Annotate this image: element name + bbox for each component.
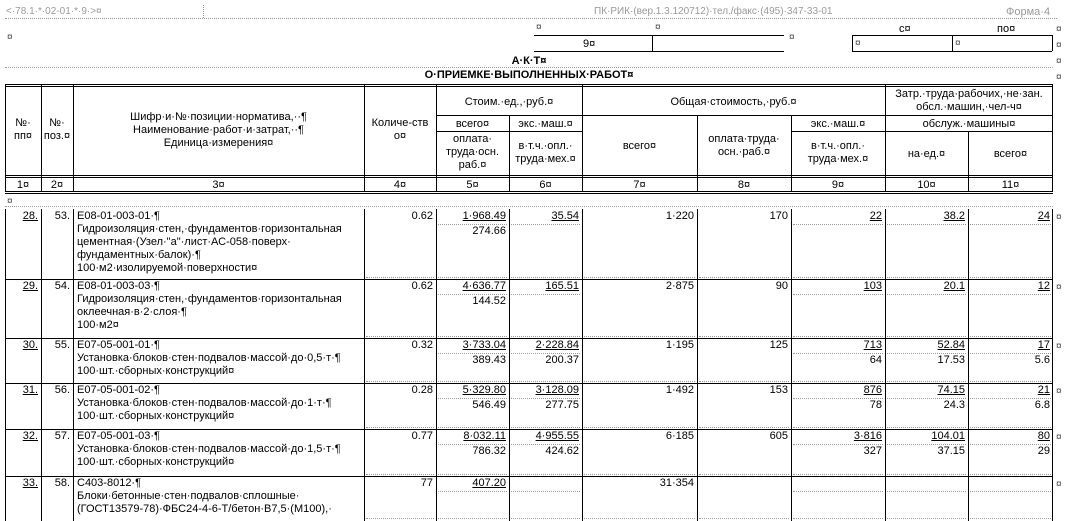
cell-divider bbox=[511, 398, 580, 399]
work-description: Установка·блоков·стен·подвалов·массой·до·1,5·т·¶ bbox=[77, 443, 341, 455]
column-line bbox=[73, 209, 74, 280]
col-header-c9-bot: в·т.ч.·опл.· труда·мех.¤ bbox=[807, 140, 869, 165]
column-line bbox=[1052, 209, 1053, 280]
norm-code: Е07-05-001-01·¶ bbox=[77, 339, 160, 351]
unit-cost-machine: 165.51 bbox=[545, 280, 579, 292]
top-divider bbox=[5, 18, 1057, 19]
unit-cost-total: 5·329.80 bbox=[462, 384, 506, 396]
position-number: 56. bbox=[54, 384, 70, 396]
col-header-c9-top: экс.·маш.¤ bbox=[810, 118, 866, 130]
row-number: 30. bbox=[22, 339, 38, 351]
row-number: 32. bbox=[22, 430, 38, 442]
date-to-label: по¤ bbox=[997, 23, 1016, 35]
position-number: 54. bbox=[54, 280, 70, 292]
cell-divider bbox=[511, 353, 580, 354]
col-header-unit-cost: Стоим.·ед.,·руб.¤ bbox=[464, 96, 554, 108]
col-header-c6-top: экс.·маш.¤ bbox=[518, 118, 573, 130]
col-number: 8¤ bbox=[737, 179, 751, 191]
unit-cost-labor: 389.43 bbox=[472, 354, 506, 366]
column-line bbox=[73, 338, 74, 384]
cell-divider bbox=[793, 444, 883, 445]
cell-divider bbox=[887, 294, 966, 295]
service-total: 6.8 bbox=[1034, 399, 1050, 411]
work-description: Блоки·бетонные·стен·подвалов·сплошные· bbox=[77, 490, 300, 502]
cell-divider bbox=[970, 427, 1051, 428]
program-info: ПК·РИК·(вер.1.3.120712)·тел./факс·(495)·347-33-01 bbox=[594, 6, 833, 17]
col-header-total-cost: Общая·стоимость,·руб.¤ bbox=[670, 96, 797, 108]
cell-divider bbox=[970, 474, 1051, 475]
row-end-mark: ¤ bbox=[1056, 341, 1062, 352]
col-header-service: обслуж.·машины¤ bbox=[922, 118, 1016, 130]
unit-cost-labor: 786.32 bbox=[472, 445, 506, 457]
row-number: 29. bbox=[22, 280, 38, 292]
act-title: А·К·Т¤ bbox=[511, 55, 547, 67]
column-line bbox=[73, 279, 74, 339]
cell-divider bbox=[793, 381, 883, 382]
cell-divider bbox=[887, 381, 966, 382]
col-number: 7¤ bbox=[633, 179, 646, 191]
unit-cost-labor: 546.49 bbox=[472, 399, 506, 411]
col-number: 5¤ bbox=[466, 179, 479, 191]
column-line bbox=[1052, 429, 1053, 477]
cell-divider bbox=[438, 353, 507, 354]
work-description: 100·м2·изолируемой·поверхности¤ bbox=[77, 262, 258, 274]
col-header-name: Шифр·и·№·позиции·норматива,··¶ Наименование·работ·и·затрат,··¶ Единица·измерения¤ bbox=[130, 111, 307, 149]
unit-cost-machine: 2·228.84 bbox=[535, 339, 579, 351]
cell-divider bbox=[970, 353, 1051, 354]
cell-divider bbox=[887, 224, 966, 225]
col-header-c8: оплата·труда· осн.·раб.¤ bbox=[708, 133, 780, 158]
column-line bbox=[509, 476, 510, 521]
unit-cost-machine: 4·955.55 bbox=[535, 430, 579, 442]
total-labor-cost: 90 bbox=[775, 280, 788, 292]
cell-divider bbox=[584, 474, 695, 475]
act-subtitle: О·ПРИЕМКЕ·ВЫПОЛНЕННЫХ·РАБОТ¤ bbox=[424, 69, 634, 81]
cell-divider bbox=[970, 224, 1051, 225]
row-separator bbox=[5, 476, 1053, 477]
cell-divider bbox=[970, 444, 1051, 445]
cell-divider bbox=[438, 398, 507, 399]
total-cost: 31·354 bbox=[659, 477, 694, 489]
labor-total: 12 bbox=[1037, 280, 1050, 292]
cell-divider bbox=[438, 444, 507, 445]
unit-cost-labor: 274.66 bbox=[472, 225, 506, 237]
unit-cost-machine-labor: 200.37 bbox=[545, 354, 579, 366]
norm-code: С403-8012·¶ bbox=[77, 477, 142, 489]
total-machine-labor: 64 bbox=[869, 354, 882, 366]
quantity: 77 bbox=[420, 477, 433, 489]
cell-divider bbox=[511, 336, 580, 337]
norm-code: Е08-01-003-03·¶ bbox=[77, 280, 160, 292]
unit-cost-machine: 3·128.09 bbox=[535, 384, 579, 396]
table-top-border bbox=[5, 84, 1053, 85]
col-header-poz: №· поз.¤ bbox=[43, 117, 71, 142]
column-line bbox=[791, 476, 792, 521]
cell-divider bbox=[793, 427, 883, 428]
total-machine-cost: 22 bbox=[869, 210, 882, 222]
cell-divider bbox=[699, 277, 789, 278]
norm-code: Е07-05-001-03·¶ bbox=[77, 430, 160, 442]
row-end-mark: ¤ bbox=[1056, 432, 1062, 443]
cell-divider bbox=[438, 381, 507, 382]
position-number: 55. bbox=[54, 339, 70, 351]
work-description: Установка·блоков·стен·подвалов·массой·до·1·т·¶ bbox=[77, 397, 332, 409]
col-header-c7: всего¤ bbox=[622, 140, 657, 152]
work-description: оклеечная·в·2·слоя·¶ bbox=[77, 306, 187, 318]
cell-divider bbox=[438, 474, 507, 475]
cell-divider bbox=[793, 491, 883, 492]
column-line bbox=[73, 476, 74, 521]
unit-cost-machine: 35.54 bbox=[551, 210, 579, 222]
cell-divider bbox=[438, 224, 507, 225]
work-description: цементная·(Узел·"а"·лист·АС-058·поверх· bbox=[77, 236, 291, 248]
cell-divider bbox=[699, 336, 789, 337]
cell-divider bbox=[793, 398, 883, 399]
col-header-labor: Затр.·труда·рабочих,·не·зан. обсл.·машин,·чел-ч¤ bbox=[895, 88, 1043, 113]
col-number: 1¤ bbox=[16, 179, 30, 191]
cell-divider bbox=[887, 353, 966, 354]
column-line bbox=[697, 476, 698, 521]
norm-code: Е07-05-001-02·¶ bbox=[77, 384, 160, 396]
total-machine-labor: 78 bbox=[869, 399, 882, 411]
row-end-mark: ¤ bbox=[1056, 479, 1062, 490]
cell-divider bbox=[887, 336, 966, 337]
row-end-mark: ¤ bbox=[1056, 212, 1062, 223]
norm-code: Е08-01-003-01·¶ bbox=[77, 210, 160, 222]
cell-divider bbox=[366, 474, 434, 475]
labor-total: 80 bbox=[1037, 430, 1050, 442]
col-header-c5-top: всего¤ bbox=[455, 118, 490, 130]
work-description: Гидроизоляция·стен,·фундаментов·горизонтальная bbox=[77, 293, 342, 305]
cell-divider bbox=[511, 444, 580, 445]
cell-divider bbox=[438, 491, 507, 492]
labor-total: 17 bbox=[1037, 339, 1050, 351]
form-label: Форма·4 bbox=[1006, 6, 1051, 18]
cell-divider bbox=[438, 294, 507, 295]
col-number: 11¤ bbox=[1001, 179, 1020, 191]
cell-divider bbox=[793, 224, 883, 225]
total-machine-labor: 327 bbox=[863, 445, 882, 457]
row-number: 31. bbox=[22, 384, 38, 396]
column-line bbox=[1052, 338, 1053, 384]
form-box-line bbox=[534, 35, 784, 36]
cell-divider bbox=[887, 427, 966, 428]
unit-cost-total: 4·636.77 bbox=[462, 280, 506, 292]
cell-divider bbox=[793, 336, 883, 337]
cell-divider bbox=[366, 381, 434, 382]
date-from-label: с¤ bbox=[899, 23, 911, 35]
total-cost: 1·220 bbox=[665, 210, 694, 222]
cell-divider bbox=[511, 518, 580, 519]
cell-divider bbox=[438, 336, 507, 337]
col-header-c6-bot: в·т.ч.·опл.· труда·мех.¤ bbox=[515, 140, 576, 165]
cell-divider bbox=[511, 427, 580, 428]
cell-divider bbox=[699, 381, 789, 382]
cell-divider bbox=[511, 474, 580, 475]
labor-per-unit: 20.1 bbox=[943, 280, 965, 292]
position-number: 57. bbox=[54, 430, 70, 442]
work-description: 100·шт.·сборных·конструкций¤ bbox=[77, 365, 235, 377]
work-description: Установка·блоков·стен·подвалов·массой·до·0,5·т·¶ bbox=[77, 352, 341, 364]
cell-divider bbox=[699, 518, 789, 519]
cell-divider bbox=[887, 398, 966, 399]
column-line bbox=[73, 429, 74, 477]
cell-divider bbox=[970, 381, 1051, 382]
column-line bbox=[73, 383, 74, 430]
col-header-c5-bot: оплата· труда·осн. раб.¤ bbox=[445, 133, 500, 171]
cell-divider bbox=[438, 518, 507, 519]
cell-divider bbox=[366, 277, 434, 278]
work-description: (ГОСТ13579-78)·ФБС24-4-6-Т/бетон·В7,5·(М100),· bbox=[77, 503, 332, 515]
unit-cost-total: 3·733.04 bbox=[462, 339, 506, 351]
work-description: 100·шт.·сборных·конструкций¤ bbox=[77, 456, 235, 468]
col-number: 4¤ bbox=[393, 179, 407, 191]
cell-divider bbox=[970, 518, 1051, 519]
total-machine-cost: 103 bbox=[863, 280, 882, 292]
total-cost: 1·195 bbox=[665, 339, 694, 351]
row-end-mark: ¤ bbox=[1056, 282, 1062, 293]
work-description: фундаментных·балок)·¶ bbox=[77, 249, 201, 261]
position-number: 53. bbox=[54, 210, 70, 222]
labor-per-unit: 74.15 bbox=[937, 384, 965, 396]
total-machine-cost: 3·816 bbox=[853, 430, 882, 442]
col-header-c11: всего¤ bbox=[993, 148, 1028, 160]
service-total: 29 bbox=[1037, 445, 1050, 457]
row-end-mark: ¤ bbox=[1056, 386, 1062, 397]
cell-divider bbox=[699, 474, 789, 475]
labor-per-unit: 104.01 bbox=[931, 430, 965, 442]
cell-divider bbox=[584, 336, 695, 337]
cell-divider bbox=[366, 427, 434, 428]
unit-cost-labor: 144.52 bbox=[472, 295, 506, 307]
col-header-qty: Количе-ств о¤ bbox=[371, 117, 429, 142]
cell-divider bbox=[887, 491, 966, 492]
total-labor-cost: 170 bbox=[769, 210, 788, 222]
cell-divider bbox=[970, 277, 1051, 278]
cell-divider bbox=[584, 427, 695, 428]
column-line bbox=[1052, 383, 1053, 430]
unit-cost-machine-labor: 277.75 bbox=[545, 399, 579, 411]
unit-cost-total: 1·968.49 bbox=[462, 210, 506, 222]
column-line bbox=[1052, 476, 1053, 521]
total-labor-cost: 153 bbox=[769, 384, 788, 396]
document-code: <·78.1·*·02-01·*·9·>¤ bbox=[6, 6, 102, 17]
service-per-unit: 24.3 bbox=[943, 399, 965, 411]
work-description: 100·шт.·сборных·конструкций¤ bbox=[77, 410, 235, 422]
col-number: 10¤ bbox=[917, 179, 936, 191]
service-total: 5.6 bbox=[1034, 354, 1050, 366]
total-machine-cost: 713 bbox=[863, 339, 882, 351]
column-line bbox=[968, 476, 969, 521]
unit-cost-machine-labor: 424.62 bbox=[545, 445, 579, 457]
cell-divider bbox=[793, 353, 883, 354]
service-per-unit: 17.53 bbox=[937, 354, 965, 366]
top-divider-v bbox=[203, 5, 204, 18]
cell-divider bbox=[793, 277, 883, 278]
cell-divider bbox=[438, 427, 507, 428]
total-labor-cost: 125 bbox=[769, 339, 788, 351]
quantity: 0.62 bbox=[411, 210, 433, 222]
col-number: 3¤ bbox=[212, 179, 225, 191]
row-number: 33. bbox=[22, 477, 38, 489]
cell-divider bbox=[366, 336, 434, 337]
cell-divider bbox=[438, 277, 507, 278]
service-per-unit: 37.15 bbox=[937, 445, 965, 457]
total-cost: 1·492 bbox=[665, 384, 694, 396]
total-cost: 2·875 bbox=[665, 280, 694, 292]
cell-divider bbox=[584, 277, 695, 278]
cell-divider bbox=[970, 294, 1051, 295]
unit-cost-total: 8·032.11 bbox=[463, 430, 506, 442]
cell-divider bbox=[511, 381, 580, 382]
col-number: 6¤ bbox=[539, 179, 552, 191]
cell-divider bbox=[970, 398, 1051, 399]
labor-per-unit: 52.84 bbox=[937, 339, 965, 351]
total-cost: 6·185 bbox=[665, 430, 694, 442]
col-header-pp: №· пп¤ bbox=[13, 117, 33, 142]
column-line bbox=[885, 476, 886, 521]
cell-divider bbox=[793, 518, 883, 519]
position-number: 58. bbox=[54, 477, 70, 489]
cell-divider bbox=[584, 518, 695, 519]
cell-divider bbox=[511, 294, 580, 295]
cell-divider bbox=[970, 491, 1051, 492]
cell-divider bbox=[793, 294, 883, 295]
unit-cost-total: 407.20 bbox=[472, 477, 506, 489]
cell-divider bbox=[887, 518, 966, 519]
cell-divider bbox=[584, 381, 695, 382]
form-field-9: 9¤ bbox=[583, 38, 596, 50]
labor-total: 21 bbox=[1037, 384, 1050, 396]
cell-divider bbox=[887, 474, 966, 475]
total-labor-cost: 605 bbox=[769, 430, 788, 442]
quantity: 0.62 bbox=[411, 280, 433, 292]
quantity: 0.77 bbox=[411, 430, 433, 442]
cell-divider bbox=[511, 224, 580, 225]
total-machine-cost: 876 bbox=[863, 384, 882, 396]
cell-divider bbox=[366, 518, 434, 519]
cell-divider bbox=[511, 277, 580, 278]
labor-total: 24 bbox=[1037, 210, 1050, 222]
cell-divider bbox=[699, 427, 789, 428]
form-box-line bbox=[534, 51, 784, 52]
labor-per-unit: 38.2 bbox=[943, 210, 965, 222]
cell-divider bbox=[793, 474, 883, 475]
column-line bbox=[1052, 279, 1053, 339]
work-description: Гидроизоляция·стен,·фундаментов·горизонтальная bbox=[77, 223, 342, 235]
col-number: 2¤ bbox=[50, 179, 64, 191]
col-number: 9¤ bbox=[831, 179, 845, 191]
work-description: 100·м2¤ bbox=[77, 319, 119, 331]
row-number: 28. bbox=[22, 210, 38, 222]
cell-divider bbox=[511, 491, 580, 492]
col-header-c10: на·ед.¤ bbox=[907, 148, 946, 160]
cell-divider bbox=[887, 277, 966, 278]
quantity: 0.32 bbox=[411, 339, 433, 351]
quantity: 0.28 bbox=[411, 384, 433, 396]
cell-divider bbox=[887, 444, 966, 445]
cell-divider bbox=[970, 336, 1051, 337]
